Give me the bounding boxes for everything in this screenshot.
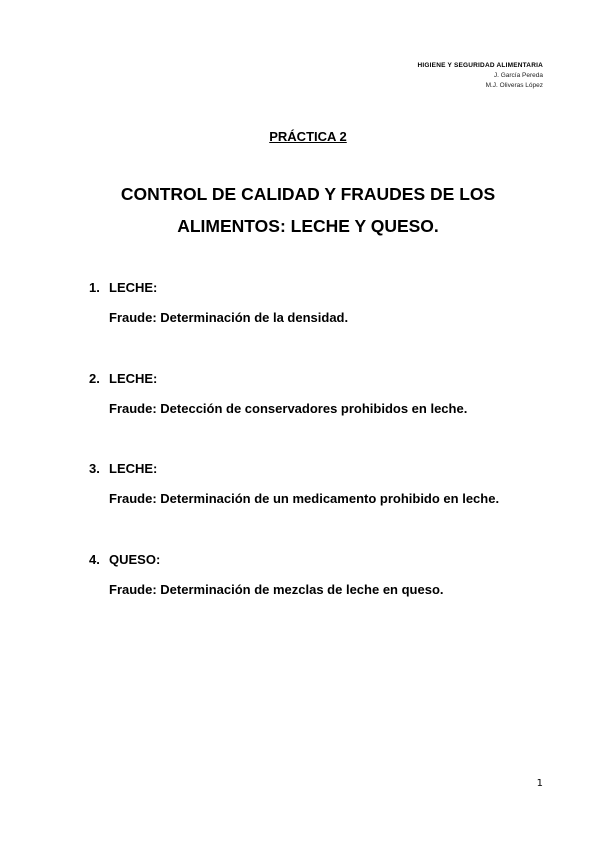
title-line: ALIMENTOS: LECHE Y QUESO. bbox=[177, 216, 439, 236]
page-header bbox=[418, 61, 544, 91]
item-number: 4. bbox=[89, 552, 100, 567]
item-fraude: Fraude: Determinación de un medicamento prohibido en leche. bbox=[109, 491, 500, 506]
item-label: LECHE: bbox=[109, 280, 158, 295]
item-number: 3. bbox=[89, 461, 100, 476]
item-fraude: Fraude: Determinación de mezclas de leche en queso. bbox=[109, 582, 444, 597]
page-number: 1 bbox=[536, 778, 543, 789]
header-subject: HIGIENE Y SEGURIDAD ALIMENTARIA bbox=[417, 62, 543, 69]
document-title bbox=[0, 178, 600, 242]
item-number: 1. bbox=[89, 280, 100, 295]
title-line: CONTROL DE CALIDAD Y FRAUDES DE LOS bbox=[120, 184, 496, 204]
practica-heading: PRÁCTICA 2 bbox=[269, 129, 347, 144]
item-fraude: Fraude: Detección de conservadores prohibidos en leche. bbox=[109, 401, 468, 416]
item-label: LECHE: bbox=[109, 461, 158, 476]
item-label: QUESO: bbox=[109, 552, 161, 567]
list-item bbox=[89, 461, 500, 506]
list-item bbox=[89, 280, 349, 325]
item-number: 2. bbox=[89, 371, 100, 386]
list-item bbox=[89, 371, 468, 416]
list-item bbox=[89, 552, 444, 597]
header-author: M.J. Oliveras López bbox=[485, 82, 543, 89]
header-author: J. García Pereda bbox=[493, 72, 543, 79]
item-fraude: Fraude: Determinación de la densidad. bbox=[109, 310, 349, 325]
item-label: LECHE: bbox=[109, 371, 158, 386]
